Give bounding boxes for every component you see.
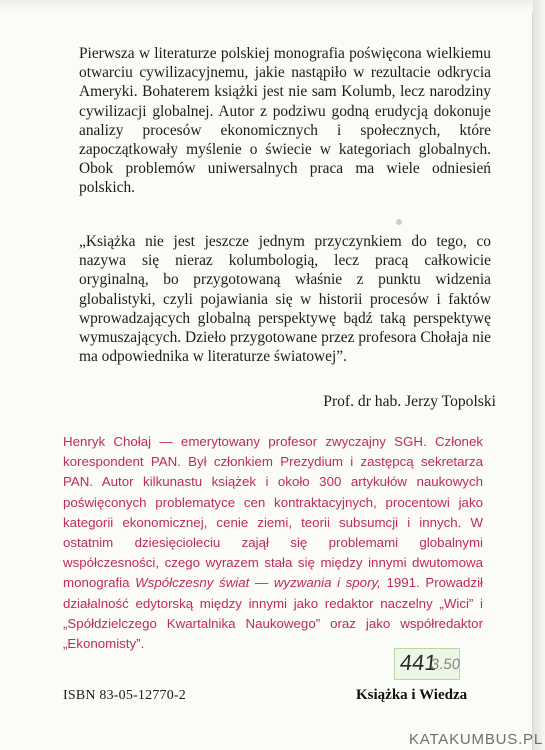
blurb-paragraph: Pierwsza w literaturze polskiej monografia poświęcona wielkiemu otwarciu cywilizacyjnemu, jakie nastąpiło w rezultacie odkrycia Ameryki. Bohaterem książki jest nie sam Kolumb, lecz narodziny cywilizacji globalnej. Autor z podziwu godną erudycją dokonuje analizy procesów ekonomicznych i społecznych, które zapoczątkowały myślenie o świecie w kategoriach globalnych. Obok problemów uniwersalnych praca ma wiele odniesień polskich. [79, 45, 491, 197]
page-top-shadow [0, 0, 533, 12]
sticker-price: 3.50 [430, 656, 462, 673]
quote-author: Prof. dr hab. Jerzy Topolski [323, 393, 496, 410]
author-bio-text: Henryk Chołaj — emerytowany profesor zwyczajny SGH. Członek korespondent PAN. Był członkiem Prezydium i zastępcą sekretarza PAN. Autor kilkunastu książek i około 300 artykułów naukowych poświęconych problematyce cen kontraktacyjnych, procentowi jako kategorii ekonomicznej, cenie ziemi, teorii subsumcji i innych. W ostatnim dziesięcioleciu zajął się problemami globalnymi współczesności, czego wyrazem stała się między innymi dwutomowa monografia [63, 434, 483, 591]
sticker-number: 441 [398, 650, 439, 675]
paper-mark [396, 219, 402, 225]
page-edge [533, 0, 545, 750]
isbn: ISBN 83-05-12770-2 [63, 688, 186, 703]
author-bio [63, 432, 483, 654]
referenced-book-title: Współczesny świat — wyzwania i spory, [135, 575, 381, 591]
review-quote: „Książka nie jest jeszcze jednym przyczynkiem do tego, co nazywa się nieraz kolumbologią, lecz pracą całkowicie oryginalną, bo przygotowaną właśnie z punktu widzenia globalistyki, czyli pojawiania się w historii procesów i faktów wprowadzających globalną perspektywę bądź taką perspektywę wymuszających. Dzieło przygotowane przez profesora Chołaja nie ma odpowiednika w literaturze światowej”. [79, 233, 491, 366]
author-bio-text-end: 1991. Prowadził działalność edytorską między innymi jako redaktor naczelny „Wici” i „Spółdzielczego Kwartalnika Naukowego” oraz jako współredaktor „Ekonomisty”. [63, 575, 483, 652]
publisher-name: Książka i Wiedza [356, 687, 468, 703]
watermark: KATAKUMBUS.PL [408, 731, 543, 748]
